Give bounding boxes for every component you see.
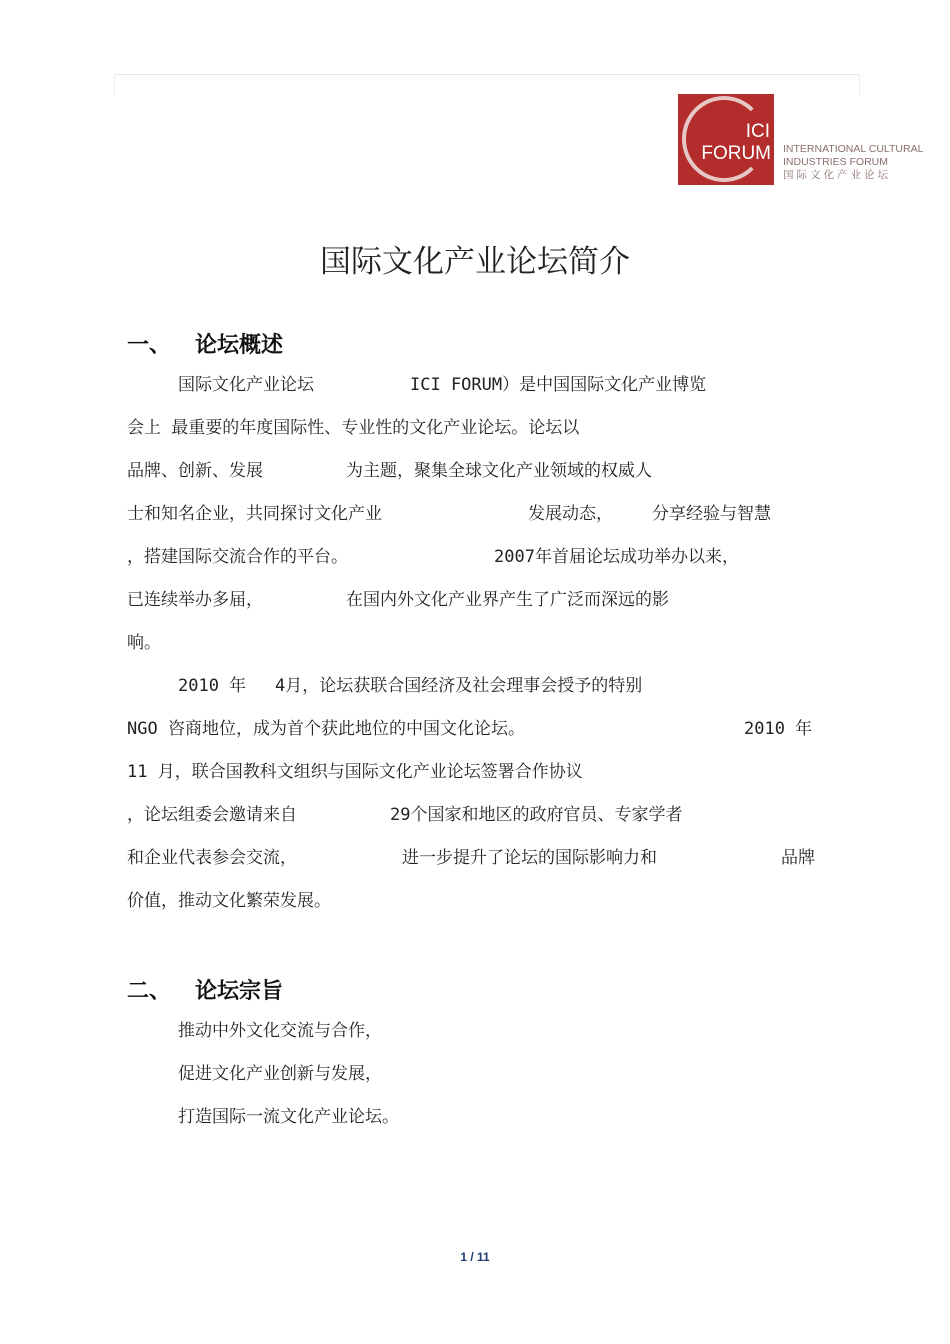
s2-item-3: 打造国际一流文化产业论坛。	[127, 1107, 399, 1127]
section-2-heading	[127, 974, 283, 1005]
document-title: 国际文化产业论坛简介	[320, 244, 630, 280]
s1-p2-line1b: 4月，论坛获联合国经济及社会理事会授予的特别	[275, 676, 643, 696]
s1-p2-line5c: 品牌	[781, 848, 815, 868]
section-1-heading	[127, 328, 283, 359]
s1-p1-line4b: 发展动态，	[528, 504, 613, 524]
s1-p2-line1a: 2010 年	[127, 676, 247, 696]
logo-caption-en-2: INDUSTRIES FORUM	[783, 156, 888, 168]
logo-caption	[783, 143, 923, 182]
s1-p2-line5a: 和企业代表参会交流，	[127, 848, 297, 868]
s1-p1-line1b: ICI FORUM）是中国国际文化产业博览	[410, 375, 707, 395]
s1-p1-line7: 响。	[127, 633, 161, 653]
logo-caption-cn: 国际文化产业论坛	[783, 169, 891, 181]
s1-p2-line2a: NGO 咨商地位，成为首个获此地位的中国文化论坛。	[127, 719, 525, 739]
s1-p1-line4c: 分享经验与智慧	[652, 504, 771, 524]
s2-item-2: 促进文化产业创新与发展，	[127, 1064, 382, 1084]
s1-p1-line5a: ，搭建国际交流合作的平台。	[127, 547, 348, 567]
section-1-number: 一、	[127, 333, 172, 358]
s1-p1-line6b: 在国内外文化产业界产生了广泛而深远的影	[346, 590, 669, 610]
s1-p2-line2b: 2010 年	[744, 719, 813, 739]
s1-p2-line6: 价值，推动文化繁荣发展。	[127, 891, 331, 911]
ici-forum-logo	[678, 94, 774, 185]
section-1-title: 论坛概述	[195, 333, 284, 358]
s1-p1-line3b: 为主题，聚集全球文化产业领域的权威人	[346, 461, 652, 481]
s1-p1-line1a: 国际文化产业论坛	[127, 375, 314, 395]
s2-item-1: 推动中外文化交流与合作，	[127, 1021, 382, 1041]
s1-p2-line4a: ，论坛组委会邀请来自	[127, 805, 297, 825]
header-rule	[114, 74, 860, 95]
s1-p2-line5b: 进一步提升了论坛的国际影响力和	[402, 848, 657, 868]
logo-ici-text: ICI	[745, 121, 770, 142]
logo-forum-text: FORUM	[701, 143, 771, 164]
s1-p1-line5b: 2007年首届论坛成功举办以来，	[494, 547, 739, 567]
s1-p1-line2: 会上 最重要的年度国际性、专业性的文化产业论坛。论坛以	[127, 418, 580, 438]
s1-p1-line3a: 品牌、创新、发展	[127, 461, 263, 481]
logo-caption-en-1: INTERNATIONAL CULTURAL	[783, 143, 924, 155]
s1-p2-line3: 11 月，联合国教科文组织与国际文化产业论坛签署合作协议	[127, 762, 583, 782]
s1-p2-line4b: 29个国家和地区的政府官员、专家学者	[390, 805, 683, 825]
section-2-title: 论坛宗旨	[195, 979, 284, 1004]
section-2-number: 二、	[127, 979, 172, 1004]
page-number: 1 / 11	[460, 1250, 490, 1264]
s1-p1-line4a: 士和知名企业，共同探讨文化产业	[127, 504, 382, 524]
s1-p1-line6a: 已连续举办多届，	[127, 590, 263, 610]
